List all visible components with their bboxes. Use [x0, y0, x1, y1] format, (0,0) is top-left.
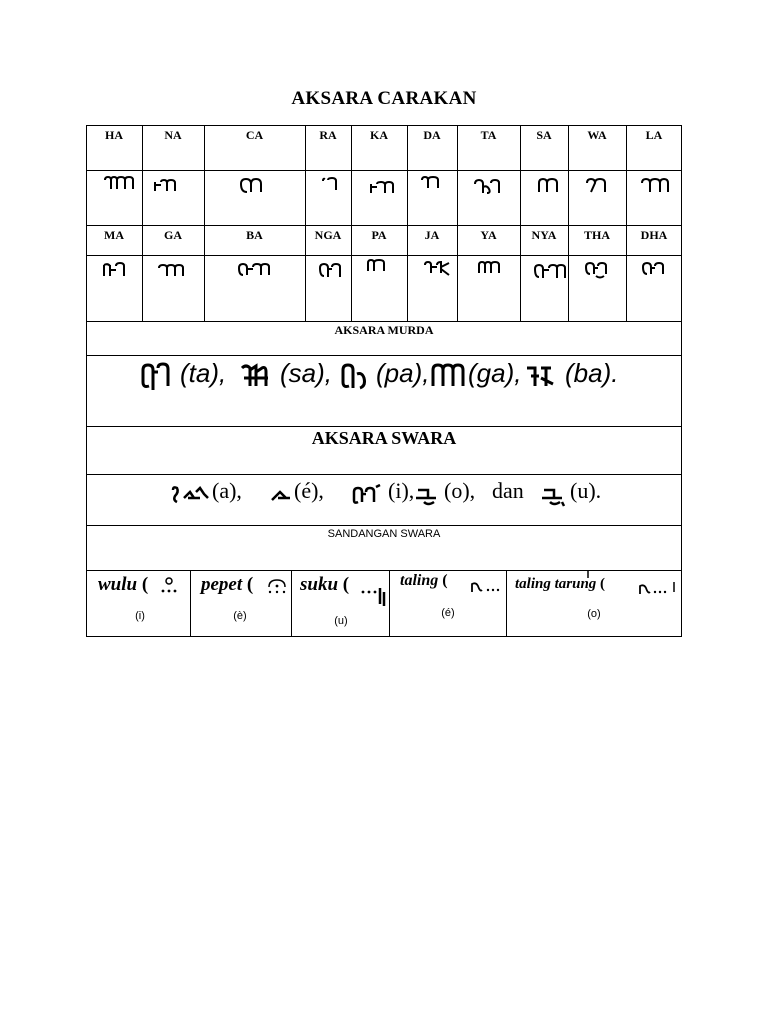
murda-label-ba: (ba): [565, 358, 612, 388]
murda-label-ga: (ga): [468, 358, 515, 388]
suku-icon: [360, 580, 386, 608]
row-divider: [86, 525, 682, 526]
sandangan-name-pepet: pepet: [201, 574, 243, 595]
sandangan-sound-pepet: (è): [233, 610, 247, 622]
col-divider: [520, 125, 521, 321]
murda-label-ta: (ta): [180, 358, 219, 388]
aksara-label-nya: NYA: [531, 228, 557, 242]
row-divider: [86, 355, 682, 356]
aksara-glyph-la: [640, 178, 672, 194]
aksara-label-ja: JA: [424, 228, 440, 242]
murda-heading: AKSARA MURDA: [334, 323, 434, 337]
aksara-glyph-ma: [102, 262, 128, 278]
aksara-glyph-ha: [103, 176, 137, 192]
sandangan-sound-taling: (é): [441, 607, 455, 619]
aksara-glyph-dha: [641, 262, 667, 276]
col-divider: [291, 570, 292, 637]
swara-glyph-u: [540, 484, 568, 510]
aksara-glyph-tha: [584, 262, 612, 280]
swara-glyph-o: [414, 484, 442, 510]
sandangan-name-taling-tarung: taling tarung: [515, 576, 597, 592]
row-divider: [86, 321, 682, 322]
aksara-label-ka: KA: [370, 128, 388, 142]
aksara-label-la: LA: [645, 128, 663, 142]
aksara-glyph-ca: [239, 178, 269, 194]
swara-label-o: (o),: [444, 478, 476, 503]
aksara-label-tha: THA: [583, 228, 610, 242]
swara-label-e: (é),: [294, 478, 324, 503]
aksara-glyph-ka: [369, 181, 399, 195]
aksara-label-wa: WA: [587, 128, 607, 142]
row-divider: [86, 255, 682, 256]
col-divider: [351, 125, 352, 321]
row-divider: [86, 570, 682, 571]
aksara-label-sa: SA: [536, 128, 552, 142]
aksara-label-ya: YA: [480, 228, 497, 242]
murda-examples: (ta), (sa), (pa), (ga), (ba).: [140, 358, 630, 398]
page-title: AKSARA CARAKAN: [291, 88, 477, 109]
swara-label-i: (i),: [388, 478, 415, 503]
aksara-glyph-pa: [366, 259, 390, 273]
aksara-label-ha: HA: [105, 128, 123, 142]
aksara-glyph-nya: [533, 264, 569, 280]
swara-glyph-i: [352, 484, 384, 510]
col-divider: [407, 125, 408, 321]
aksara-label-da: DA: [423, 128, 441, 142]
aksara-glyph-sa: [537, 178, 563, 194]
sandangan-sound-wulu: (i): [135, 610, 145, 622]
aksara-glyph-ra: [320, 177, 342, 191]
murda-glyph-pa: [340, 362, 370, 394]
row-divider: [86, 474, 682, 475]
sandangan-name-suku: suku: [300, 574, 339, 595]
col-divider: [506, 570, 507, 637]
aksara-label-ta: TA: [480, 128, 497, 142]
col-divider: [204, 125, 205, 321]
murda-glyph-sa: [240, 362, 270, 394]
murda-label-sa: (sa): [280, 358, 325, 388]
sandangan-sound-suku: (u): [334, 615, 348, 627]
aksara-glyph-ya: [477, 261, 507, 275]
accent-mark-icon: [585, 570, 591, 580]
col-divider: [190, 570, 191, 637]
col-divider: [305, 125, 306, 321]
col-divider: [457, 125, 458, 321]
taling-tarung-icon: [638, 576, 678, 600]
aksara-glyph-ba: [237, 263, 271, 277]
swara-glyph-a: [170, 484, 214, 510]
sandangan-name-wulu: wulu: [98, 574, 138, 595]
col-divider: [568, 125, 569, 321]
col-divider: [142, 125, 143, 321]
aksara-label-na: NA: [164, 128, 182, 142]
aksara-label-ra: RA: [319, 128, 337, 142]
murda-glyph-ba: [525, 362, 555, 394]
murda-glyph-ga: [430, 362, 468, 394]
swara-heading: AKSARA SWARA: [311, 428, 457, 448]
swara-label-u: (u).: [570, 478, 602, 503]
aksara-glyph-nga: [318, 263, 344, 279]
aksara-label-ma: MA: [104, 228, 124, 242]
aksara-label-dha: DHA: [640, 228, 668, 242]
aksara-label-ba: BA: [246, 228, 263, 242]
col-divider: [389, 570, 390, 637]
sandangan-sound-taling-tarung: (o): [587, 608, 601, 620]
murda-label-pa: (pa): [376, 358, 423, 388]
col-divider: [626, 125, 627, 321]
aksara-label-nga: NGA: [314, 228, 342, 242]
wulu-icon: [160, 577, 178, 595]
sandangan-heading: SANDANGAN SWARA: [327, 528, 441, 540]
aksara-glyph-da: [420, 176, 446, 190]
aksara-label-ga: GA: [164, 228, 182, 242]
swara-item-dan: dan: [492, 478, 524, 503]
pepet-icon: [266, 577, 288, 595]
row-divider: [86, 225, 682, 226]
row-divider: [86, 170, 682, 171]
aksara-label-pa: PA: [371, 228, 387, 242]
aksara-glyph-ga: [157, 264, 185, 278]
swara-glyph-e: [270, 484, 294, 510]
aksara-glyph-ja: [423, 261, 453, 277]
row-divider: [86, 426, 682, 427]
aksara-label-ca: CA: [245, 128, 264, 142]
aksara-glyph-ta: [473, 179, 505, 195]
sandangan-name-taling: taling: [400, 572, 439, 589]
aksara-glyph-wa: [585, 178, 611, 194]
aksara-glyph-na: [153, 179, 181, 193]
murda-glyph-ta: [140, 362, 170, 394]
swara-examples: [170, 478, 620, 512]
taling-icon: [470, 580, 502, 598]
swara-label-a: (a),: [212, 478, 242, 503]
